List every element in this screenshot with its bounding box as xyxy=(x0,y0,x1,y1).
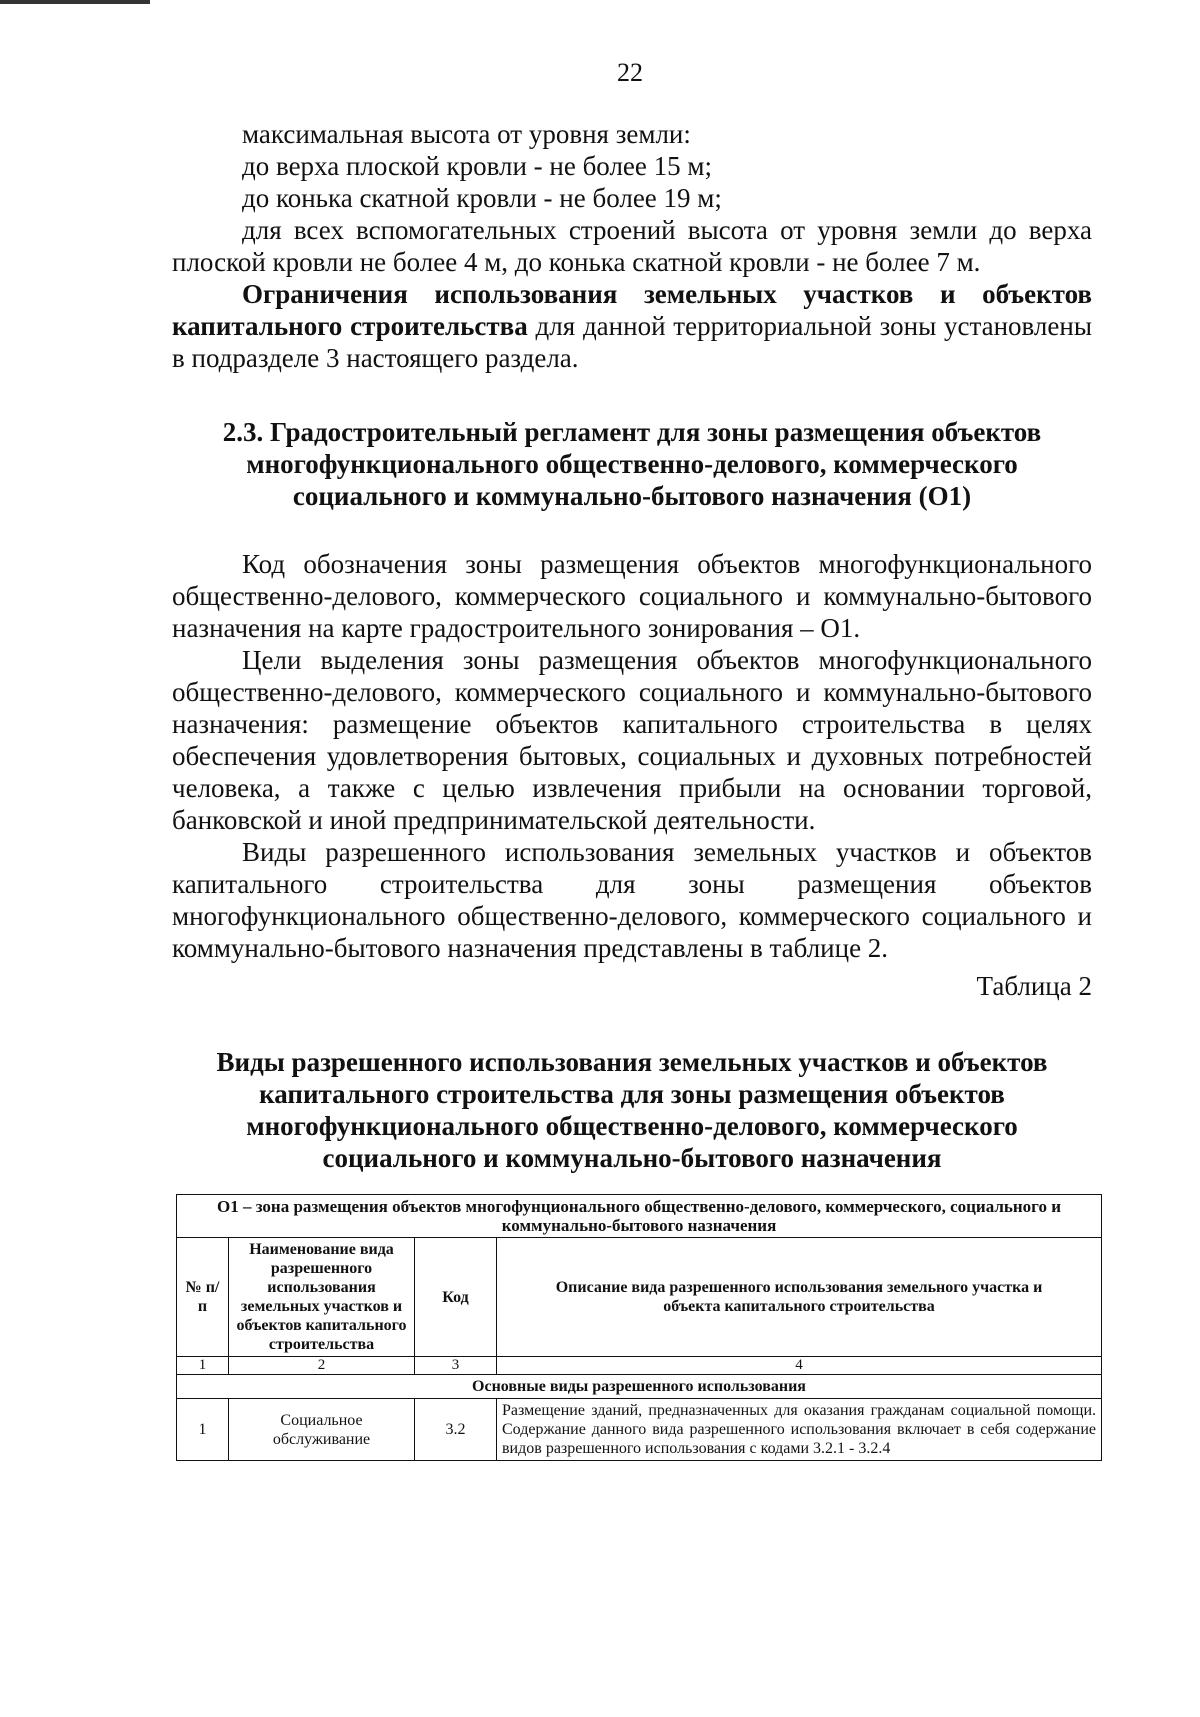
column-number: 3 xyxy=(415,1357,497,1375)
column-header-name: Наименование вида разрешенного использования земельных участков и объектов капитального строительства xyxy=(229,1238,415,1357)
restrictions-bold: Ограничения использования земельных участков и объектов капитального строительства xyxy=(172,279,1092,341)
table-label: Таблица 2 xyxy=(976,971,1092,1001)
allowed-uses-table xyxy=(176,1194,1102,1461)
intro-line-4: для всех вспомогательных строений высота от уровня земли до верха плоской кровли не более 4 м, до конька скатной кровли - не более 7 м. xyxy=(172,215,1092,277)
section-heading: 2.3. Градостроительный регламент для зоны размещения объектов многофункционального общественно-делового, коммерческого социального и коммунально-бытового назначения (О1) xyxy=(222,417,1042,511)
column-number: 2 xyxy=(229,1357,415,1375)
column-header-code: Код xyxy=(415,1238,497,1357)
column-number: 1 xyxy=(177,1357,229,1375)
column-header-description: Описание вида разрешенного использования земельного участка и объекта капитального строительства xyxy=(497,1238,1102,1357)
page-number: 22 xyxy=(617,58,643,87)
table-row xyxy=(177,1399,1102,1461)
row-use-code: 3.2 xyxy=(415,1399,497,1461)
column-number-row xyxy=(177,1357,1102,1375)
row-use-name: Социальное обслуживание xyxy=(229,1399,415,1461)
intro-line-2: до верха плоской кровли - не более 15 м; xyxy=(242,151,712,181)
intro-line-1: максимальная высота от уровня земли: xyxy=(242,119,691,149)
paragraph-zone-code: Код обозначения зоны размещения объектов многофункционального общественно-делового, коммерческого социального и коммунально-бытового назначения на карте градостроительного зонирования – О1. xyxy=(172,549,1092,643)
scan-edge-mark xyxy=(0,0,150,4)
restrictions-paragraph xyxy=(172,278,1092,374)
restrictions-rest: для данной территориальной зоны установлены в подразделе 3 настоящего раздела. xyxy=(172,311,1092,373)
document-body xyxy=(172,118,1096,1461)
table-section-main-uses: Основные виды разрешенного использования xyxy=(177,1375,1102,1399)
paragraph-zone-goals: Цели выделения зоны размещения объектов многофункционального общественно-делового, коммерческого социального и коммунально-бытового назначения: размещение объектов капитального строительства в целях обеспечения удовлетворения бытовых, социальных и духовных потребностей человека, а также с целью извлечения прибыли на основании торговой, банковской и иной предпринимательской деятельности. xyxy=(172,645,1092,835)
row-use-description: Размещение зданий, предназначенных для оказания гражданам социальной помощи. Содержание данного вида разрешенного использования включает в себя содержание видов разрешенного использования с кодами 3.2.1 - 3.2.4 xyxy=(497,1399,1102,1461)
paragraph-allowed-uses: Виды разрешенного использования земельных участков и объектов капитального строительства для зоны размещения объектов многофункционального общественно-делового, коммерческого социального и коммунально-бытового назначения представлены в таблице 2. xyxy=(172,837,1092,963)
column-header-number: № п/п xyxy=(177,1238,229,1357)
column-number: 4 xyxy=(497,1357,1102,1375)
table-zone-header: О1 – зона размещения объектов многофунционального общественно-делового, коммерческого, социального и коммунально-бытового назначения xyxy=(177,1195,1102,1238)
intro-line-3: до конька скатной кровли - не более 19 м; xyxy=(242,183,722,213)
table-title: Виды разрешенного использования земельных участков и объектов капитального строительства для зоны размещения объектов многофункционального общественно-делового, коммерческого социального и коммунально-бытового назначения xyxy=(216,1047,1048,1173)
row-number: 1 xyxy=(177,1399,229,1461)
